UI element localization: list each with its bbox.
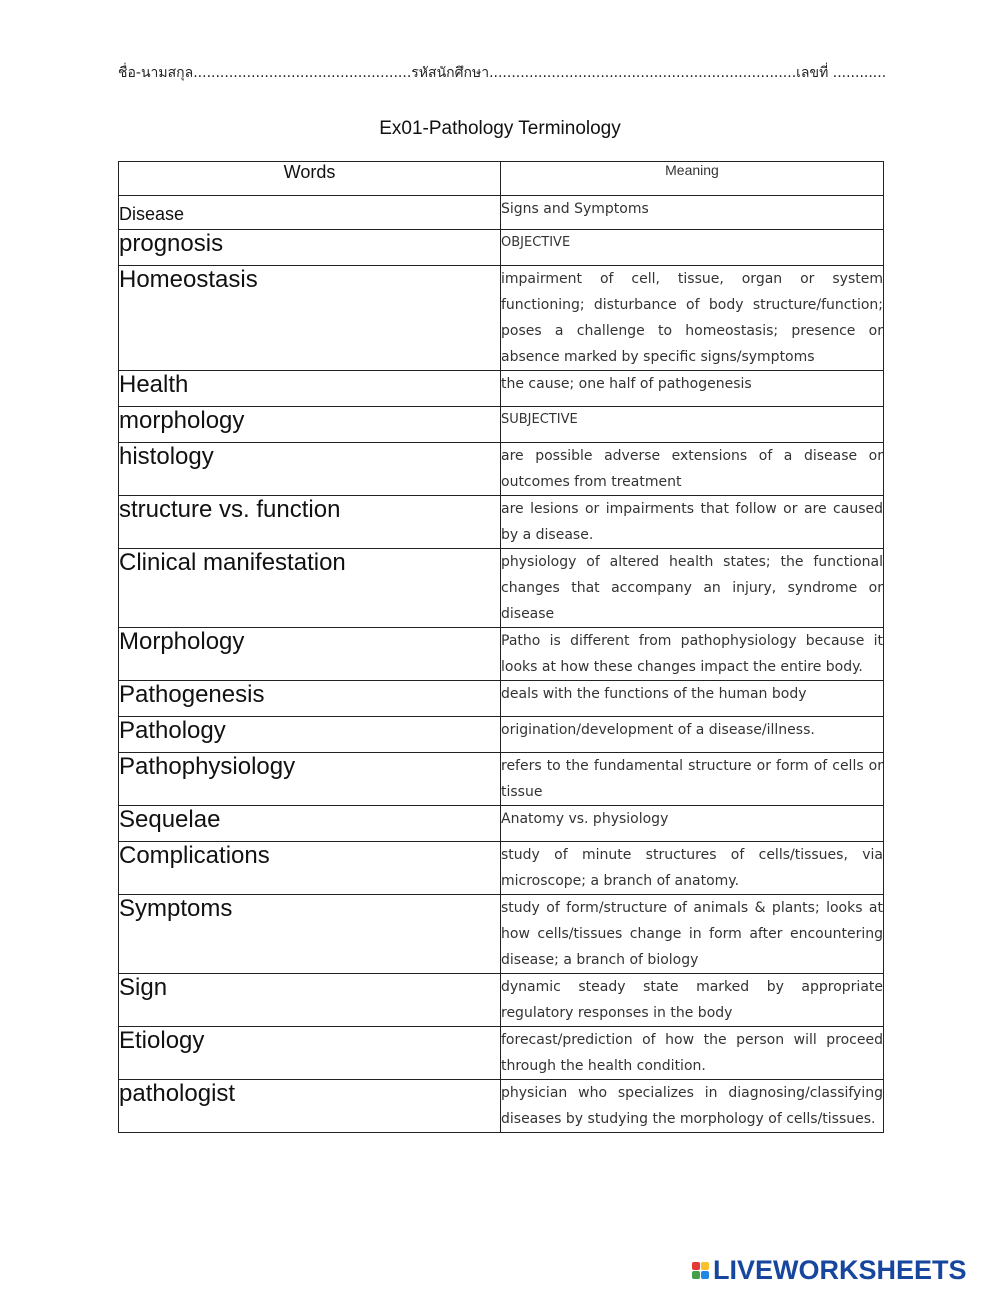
- term-word[interactable]: Pathogenesis: [119, 681, 501, 717]
- term-word[interactable]: Clinical manifestation: [119, 549, 501, 628]
- term-meaning[interactable]: forecast/prediction of how the person will proceed through the health condition.: [501, 1027, 884, 1080]
- table-row: [119, 230, 884, 266]
- term-meaning[interactable]: refers to the fundamental structure or form of cells or tissue: [501, 753, 884, 806]
- student-info-text: ชื่อ-นามสกุล.................................................รหัสนักศึกษา.....................................................................เลขที่ ............: [118, 65, 887, 81]
- term-meaning[interactable]: origination/development of a disease/illness.: [501, 717, 884, 753]
- term-word[interactable]: Symptoms: [119, 895, 501, 974]
- table-row: [119, 628, 884, 681]
- term-meaning[interactable]: SUBJECTIVE: [501, 407, 884, 443]
- term-word[interactable]: Pathology: [119, 717, 501, 753]
- term-meaning[interactable]: Anatomy vs. physiology: [501, 806, 884, 842]
- worksheet-title: Ex01-Pathology Terminology: [379, 118, 621, 139]
- term-word[interactable]: prognosis: [119, 230, 501, 266]
- table-row: [119, 1080, 884, 1133]
- table-row: [119, 443, 884, 496]
- table-row: [119, 1027, 884, 1080]
- liveworksheets-logo: [692, 1256, 967, 1284]
- term-word[interactable]: Health: [119, 371, 501, 407]
- logo-text: LIVEWORKSHEETS: [713, 1254, 967, 1285]
- term-meaning[interactable]: impairment of cell, tissue, organ or system functioning; disturbance of body structure/function; poses a challenge to homeostasis; presence or absence marked by specific signs/symptoms: [501, 266, 884, 371]
- table-header-row: [119, 162, 884, 196]
- term-meaning[interactable]: physician who specializes in diagnosing/classifying diseases by studying the morphology of cells/tissues.: [501, 1080, 884, 1133]
- term-word[interactable]: Etiology: [119, 1027, 501, 1080]
- term-meaning[interactable]: physiology of altered health states; the functional changes that accompany an injury, syndrome or disease: [501, 549, 884, 628]
- table-row: [119, 681, 884, 717]
- meaning-column-header: Meaning: [501, 162, 884, 196]
- table-row: [119, 895, 884, 974]
- term-word[interactable]: morphology: [119, 407, 501, 443]
- term-word[interactable]: Complications: [119, 842, 501, 895]
- table-row: [119, 753, 884, 806]
- table-row: [119, 407, 884, 443]
- table-row: [119, 266, 884, 371]
- term-meaning[interactable]: OBJECTIVE: [501, 230, 884, 266]
- term-word[interactable]: Disease: [119, 196, 501, 230]
- term-meaning[interactable]: dynamic steady state marked by appropriate regulatory responses in the body: [501, 974, 884, 1027]
- table-row: [119, 371, 884, 407]
- term-meaning[interactable]: are lesions or impairments that follow or are caused by a disease.: [501, 496, 884, 549]
- term-meaning[interactable]: Signs and Symptoms: [501, 196, 884, 230]
- student-info-line: [118, 62, 888, 84]
- term-word[interactable]: histology: [119, 443, 501, 496]
- term-meaning[interactable]: study of form/structure of animals & plants; looks at how cells/tissues change in form after encountering disease; a branch of biology: [501, 895, 884, 974]
- term-word[interactable]: Sequelae: [119, 806, 501, 842]
- words-column-header: Words: [119, 162, 501, 196]
- table-row: [119, 549, 884, 628]
- term-meaning[interactable]: the cause; one half of pathogenesis: [501, 371, 884, 407]
- table-row: [119, 496, 884, 549]
- term-word[interactable]: Pathophysiology: [119, 753, 501, 806]
- table-row: [119, 806, 884, 842]
- terminology-table: [118, 161, 884, 1133]
- term-word[interactable]: pathologist: [119, 1080, 501, 1133]
- liveworksheets-icon: [692, 1262, 709, 1279]
- term-meaning[interactable]: deals with the functions of the human body: [501, 681, 884, 717]
- table-row: [119, 196, 884, 230]
- term-word[interactable]: Homeostasis: [119, 266, 501, 371]
- term-word[interactable]: Sign: [119, 974, 501, 1027]
- term-meaning[interactable]: are possible adverse extensions of a disease or outcomes from treatment: [501, 443, 884, 496]
- term-meaning[interactable]: Patho is different from pathophysiology because it looks at how these changes impact the entire body.: [501, 628, 884, 681]
- term-word[interactable]: Morphology: [119, 628, 501, 681]
- table-row: [119, 717, 884, 753]
- table-row: [119, 842, 884, 895]
- term-word[interactable]: structure vs. function: [119, 496, 501, 549]
- table-row: [119, 974, 884, 1027]
- term-meaning[interactable]: study of minute structures of cells/tissues, via microscope; a branch of anatomy.: [501, 842, 884, 895]
